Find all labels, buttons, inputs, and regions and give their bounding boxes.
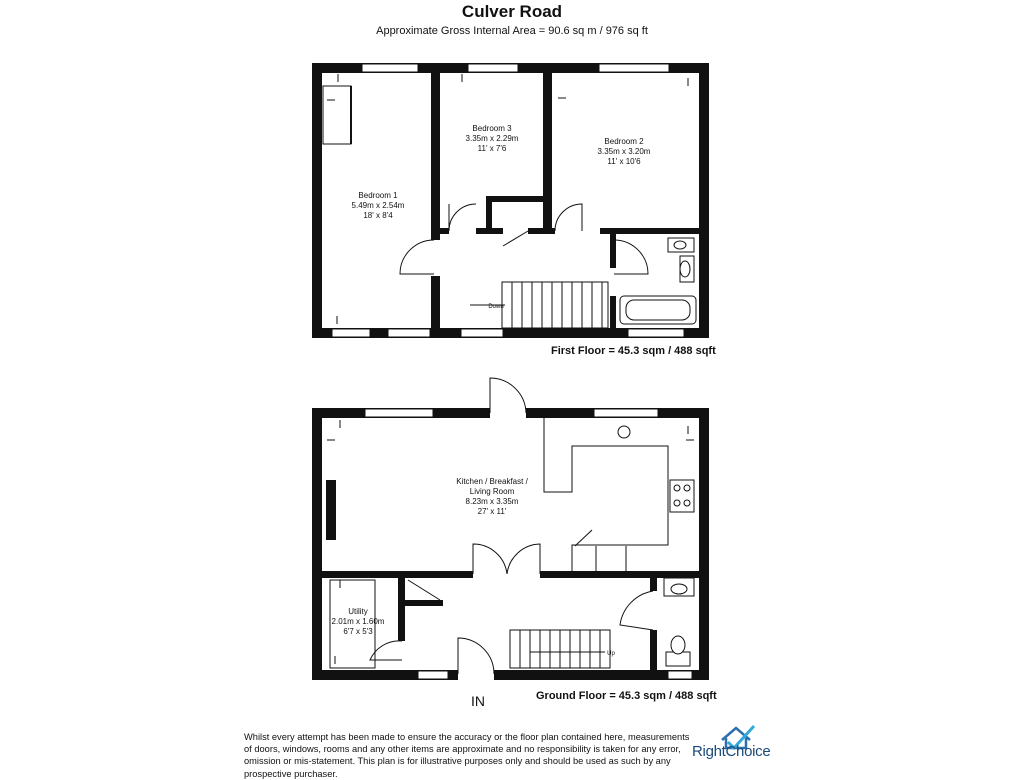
bedroom1-name: Bedroom 1 (358, 191, 398, 200)
utility-metric: 2.01m x 1.60m (331, 617, 385, 626)
wc-fixtures (664, 578, 694, 666)
kitchen-imperial: 27' x 11' (477, 507, 507, 516)
bedroom3-name: Bedroom 3 (472, 124, 512, 133)
ground-floor-label: Ground Floor = 45.3 sqm / 488 sqft (536, 690, 717, 702)
ground-floor-stairs (510, 630, 610, 668)
utility-imperial: 6'7 x 5'3 (343, 627, 373, 636)
ground-floor-plan (317, 378, 704, 680)
stairs-up-label: Up (607, 651, 615, 657)
bedroom2-name: Bedroom 2 (604, 137, 644, 146)
bathroom-fixtures (620, 238, 696, 324)
bedroom3-imperial: 11' x 7'6 (477, 144, 507, 153)
kitchen-units (544, 418, 694, 571)
kitchen-name-line2: Living Room (469, 487, 515, 496)
bedroom3-metric: 3.35m x 2.29m (465, 134, 519, 143)
first-floor-label: First Floor = 45.3 sqm / 488 sqft (551, 345, 716, 357)
first-floor-internal-walls (431, 68, 704, 333)
stairs-down-label: Down (488, 304, 504, 310)
rightchoice-logo (692, 721, 782, 763)
bedroom1-metric: 5.49m x 2.54m (351, 201, 405, 210)
logo-text: RightChoice (692, 743, 771, 760)
plan-title: Culver Road (461, 2, 563, 21)
plan-subtitle: Approximate Gross Internal Area = 90.6 sq m / 976 sq ft (376, 25, 648, 37)
kitchen-name-line1: Kitchen / Breakfast / (456, 477, 528, 486)
entrance-label: IN (471, 693, 485, 709)
utility-name: Utility (348, 607, 368, 616)
kitchen-metric: 8.23m x 3.35m (465, 497, 519, 506)
bedroom2-metric: 3.35m x 3.20m (597, 147, 651, 156)
bedroom2-imperial: 11' x 10'6 (607, 157, 641, 166)
bedroom1-imperial: 18' x 8'4 (363, 211, 393, 220)
disclaimer-text: Whilst every attempt has been made to ensure the accuracy or the floor plan contained here, measurements of doors, windows, rooms and any other items are approximate and no responsibility is taken for any error, omission or mis-statement. This plan is for illustrative purposes only and should be used as such by any prospective purchaser. (244, 732, 690, 779)
